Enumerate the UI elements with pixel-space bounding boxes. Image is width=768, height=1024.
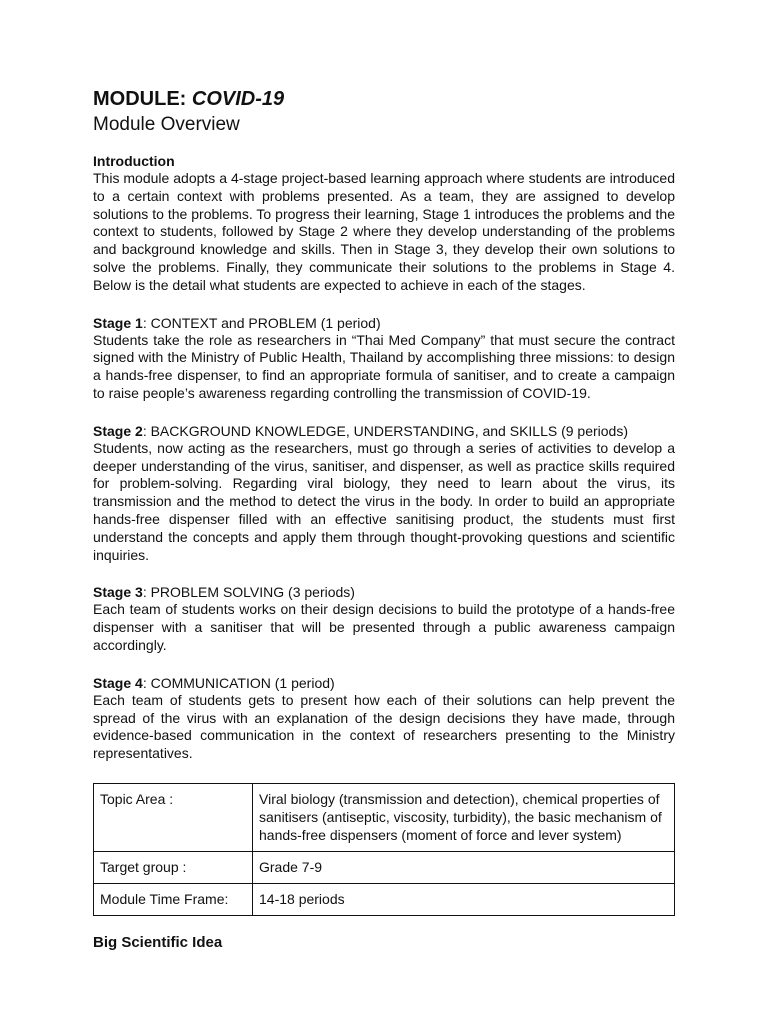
table-row [94, 783, 675, 851]
stage-1-section [93, 314, 675, 403]
module-topic: COVID-19 [191, 88, 285, 110]
big-idea-heading: Big Scientific Idea [93, 933, 223, 951]
stage-2-text: Students, now acting as the researchers, must go through a series of activities to develop a deeper understanding of the virus, sanitiser, and dispenser, as well as practice skills required for problem-solving. Regarding viral biology, they need to learn about the virus, its transmission and the method to detect the virus in the body. In order to build an appropriate hands-free dispenser filled with an effective sanitising product, the students must first understand the concepts and apply them through thought-provoking questions and scientific inquiries. [93, 439, 675, 563]
document-page [93, 86, 675, 951]
stage-3-text: Each team of students works on their design decisions to build the prototype of a hands-free dispenser with a sanitiser that will be presented through a public awareness campaign accordingly. [93, 601, 675, 653]
module-subtitle: Module Overview [93, 114, 240, 135]
stage-1-heading: Stage 1: CONTEXT and PROBLEM (1 period) [93, 314, 381, 331]
stage-1-text: Students take the role as researchers in “Thai Med Company” that must secure the contract signed with the Ministry of Public Health, Thailand by accomplishing three missions: to design a hands-free dispenser, to find an appropriate formula of sanitiser, and to create a campaign to raise people’s awareness regarding controlling the transmission of COVID-19. [93, 331, 675, 401]
time-frame-label: Module Time Frame: [94, 883, 253, 915]
stage-4-heading: Stage 4: COMMUNICATION (1 period) [93, 674, 335, 691]
stage-2-section [93, 422, 675, 565]
introduction-heading: Introduction [93, 153, 175, 169]
stage-4-section [93, 674, 675, 763]
stage-2-heading: Stage 2: BACKGROUND KNOWLEDGE, UNDERSTANDING, and SKILLS (9 periods) [93, 422, 629, 439]
module-label: MODULE: [93, 88, 192, 110]
module-info-table [93, 783, 675, 916]
introduction-section [93, 152, 675, 295]
table-row [94, 851, 675, 883]
stage-4-text: Each team of students gets to present how each of their solutions can help prevent the spread of the virus with an explanation of the design decisions they have made, through evidence-based communication in the context of researchers presenting to the Ministry representatives. [93, 691, 675, 762]
stage-3-heading: Stage 3: PROBLEM SOLVING (3 periods) [93, 584, 355, 601]
target-group-value: Grade 7-9 [253, 851, 675, 883]
stage-3-section [93, 583, 675, 654]
time-frame-value: 14-18 periods [253, 883, 675, 915]
topic-area-value: Viral biology (transmission and detection), chemical properties of sanitisers (antiseptic, viscosity, turbidity), the basic mechanism of hands-free dispensers (moment of force and lever system) [253, 783, 675, 851]
introduction-text: This module adopts a 4-stage project-based learning approach where students are introduced to a certain context with problems presented. As a team, they are assigned to develop solutions to the problems. To progress their learning, Stage 1 introduces the problems and the context to students, followed by Stage 2 where they develop understanding of the problems and background knowledge and skills. Then in Stage 3, they develop their own solutions to solve the problems. Finally, they communicate their solutions to the problems in Stage 4. Below is the detail what students are expected to achieve in each of the stages. [93, 170, 675, 293]
table-row [94, 883, 675, 915]
target-group-label: Target group : [94, 851, 253, 883]
topic-area-label: Topic Area : [94, 783, 253, 851]
module-title [93, 86, 675, 112]
